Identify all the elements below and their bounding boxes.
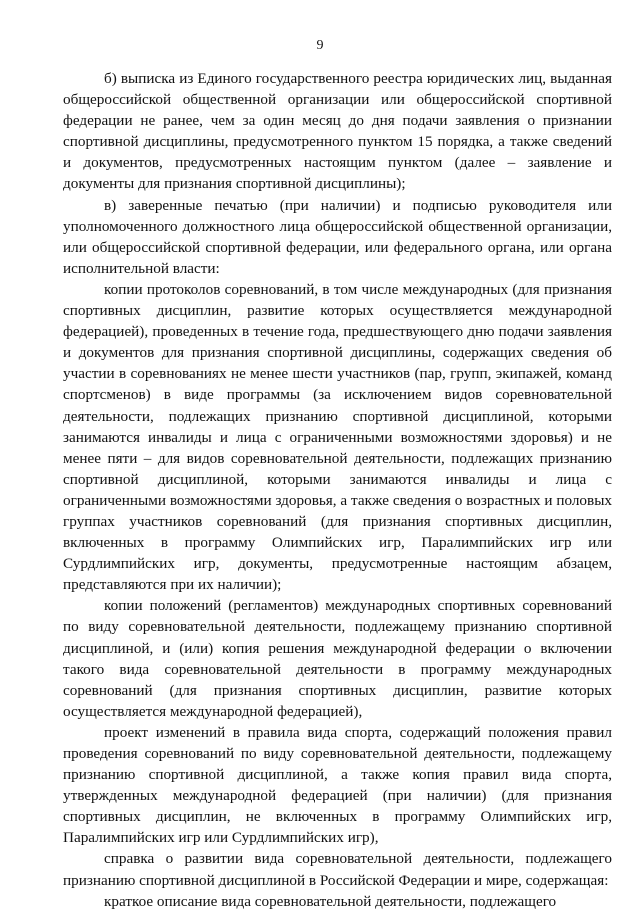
paragraph-b: б) выписка из Единого государственного реестра юридических лиц, выданная общероссийской общественной организации или общероссийской спортивной федерации не ранее, чем за один месяц до дня подачи заявления о признании спортивной дисциплины, предусмотренного пунктом 15 порядка, а также сведений и документов, предусмотренных настоящим пунктом (далее – заявление и документы для признания спортивной дисциплины); [63, 70, 612, 193]
paragraph-protocol-copies: копии протоколов соревнований, в том числе международных (для признания спортивных дисциплин, развитие которых осуществляется международной федерацией), проведенных в течение года, предшествующего дню подачи заявления и документов для признания спортивной дисциплины, содержащих сведения об участии в соревнованиях не менее шести участников (пар, групп, экипажей, команд спортсменов) в виде программы (за исключением видов соревновательной деятельности, подлежащих признанию спортивной дисциплиной, которыми занимаются инвалиды и лица с ограниченными возможностями здоровья) и не менее пяти – для видов соревновательной деятельности, подлежащих признанию спортивной дисциплиной, которыми занимаются инвалиды и лица с ограниченными возможностями здоровья, а также сведения о возрастных и половых группах участников соревнований (для признания спортивных дисциплин, включенных в программу Олимпийских игр, Паралимпийских игр или Сурдлимпийских игр, документы, предусмотренные настоящим абзацем, представляются при их наличии); [63, 280, 612, 594]
document-body [63, 68, 612, 912]
page-number: 9 [316, 38, 324, 53]
paragraph-regulations-copies: копии положений (регламентов) международных спортивных соревнований по виду соревновательной деятельности, подлежащему признанию спортивной дисциплиной, и (или) копия решения международной федерации о включении такого вида соревновательной деятельности в программу международных соревнований (для признания спортивных дисциплин, развитие которых осуществляется международной федерацией), [63, 597, 612, 720]
paragraph-development-certificate: справка о развитии вида соревновательной деятельности, подлежащего признанию спортивной дисциплиной в Российской Федерации и мире, содержащая: [63, 850, 612, 889]
paragraph-v: в) заверенные печатью (при наличии) и подписью руководителя или уполномоченного должностного лица общероссийской общественной организации, или общероссийской спортивной федерации, или федерального органа, или органа исполнительной власти: [63, 196, 612, 277]
paragraph-rules-draft: проект изменений в правила вида спорта, содержащий положения правил проведения соревнований по виду соревновательной деятельности, подлежащему признанию спортивной дисциплиной, а также копия правил вида спорта, утвержденных международной федерацией (при наличии) (для признания спортивных дисциплин, не включенных в программу Олимпийских игр, Паралимпийских игр или Сурдлимпийских игр), [63, 723, 612, 847]
paragraph-brief-description: краткое описание вида соревновательной деятельности, подлежащего [104, 892, 557, 910]
